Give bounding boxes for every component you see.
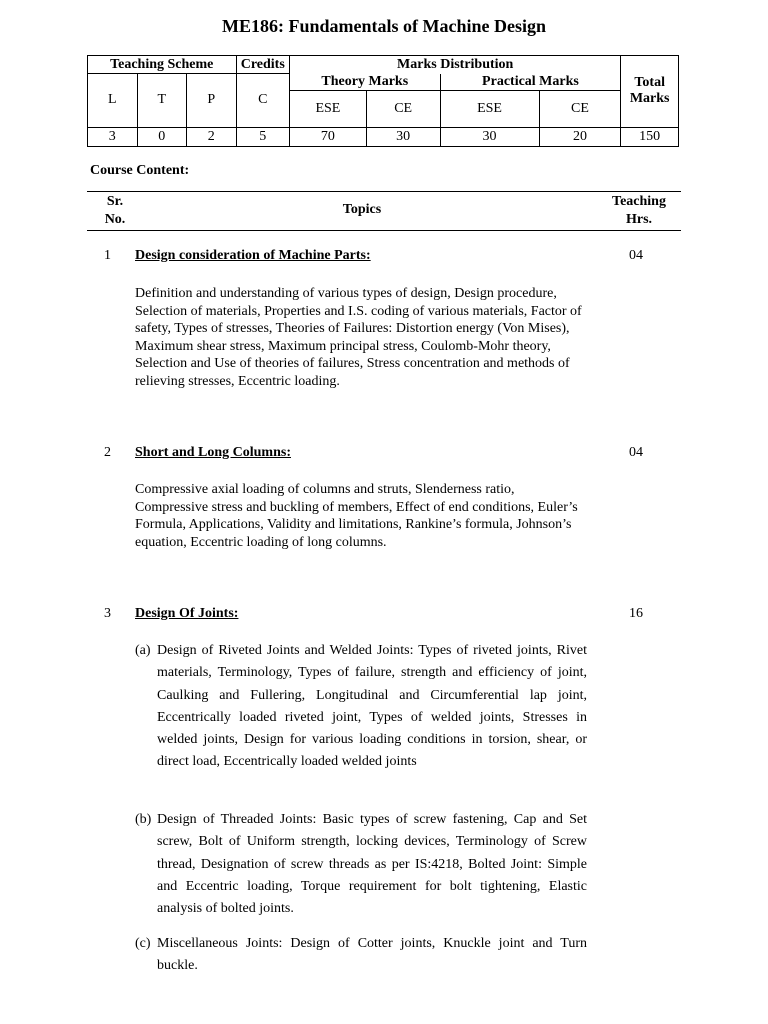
practical-ce-header: CE — [539, 90, 621, 127]
section-paragraph: Definition and understanding of various types of design, Design procedure, Selection of materials, Properties and I.S. coding of various materials, Factor of safety, Types of stresses, Theories of Failures: Distortion energy (Von Mises), Maximum shear stress, Maximum principal stress, Coulomb-Mohr theory, Selection and Use of theories of failures, Stress concentration and methods of relieving stresses, Eccentric loading. — [135, 286, 582, 389]
section-hours: 04 — [629, 445, 643, 460]
subsection-text: Miscellaneous Joints: Design of Cotter joints, Knuckle joint and Turn buckle. — [157, 936, 587, 974]
theory-ce-header: CE — [366, 90, 440, 127]
sr-no-header: Sr. No. — [104, 194, 126, 227]
subsection-text: Design of Riveted Joints and Welded Joints: Types of riveted joints, Rivet materials, Terminology, Types of failure, strength and efficiency of joint, Caulking and Fullering, Longitudinal and Circumferential lap joint, Eccentrically loaded riveted joint, Types of welded joints, Stresses in welded joints, Design for various loading conditions in torsion, shear, or direct load, Eccentrically loaded welded joints — [157, 643, 587, 770]
section-title: Design consideration of Machine Parts: — [135, 248, 371, 263]
subsection-text: Design of Threaded Joints: Basic types of screw fastening, Cap and Set screw, Bolt of Uniform strength, locking devices, Terminology of Screw thread, Designation of screw threads as per IS:4218, Bolted Joint: Simple and Eccentric loading, Torque requirement for bolt tightening, Elastic analysis of bolted joints. — [157, 812, 587, 917]
sub-header-l: L — [88, 74, 138, 128]
subsection — [135, 933, 587, 978]
theory-marks-header: Theory Marks — [290, 74, 441, 91]
practical-marks-header: Practical Marks — [440, 74, 621, 91]
subsection — [135, 640, 587, 774]
value-theory-ese: 70 — [290, 127, 367, 146]
value-t: 0 — [137, 127, 187, 146]
subsection-label: (a) — [135, 643, 151, 658]
value-theory-ce: 30 — [366, 127, 440, 146]
value-total-marks: 150 — [621, 127, 679, 146]
section-paragraph: Compressive axial loading of columns and struts, Slenderness ratio, Compressive stress and buckling of members, Effect of end conditions, Euler’s Formula, Applications, Validity and limitations, Rankine’s formula, Johnson’s equation, Eccentric loading of long columns. — [135, 482, 578, 550]
section-title: Design Of Joints: — [135, 606, 239, 621]
value-practical-ese: 30 — [440, 127, 539, 146]
sub-header-t: T — [137, 74, 187, 128]
topics-header: Topics — [342, 202, 382, 217]
practical-ese-header: ESE — [440, 90, 539, 127]
subsection-label: (b) — [135, 812, 152, 827]
section-title: Short and Long Columns: — [135, 445, 291, 460]
marks-distribution-header: Marks Distribution — [290, 56, 621, 74]
teaching-scheme-header: Teaching Scheme — [88, 56, 237, 74]
teaching-hrs-header: Teaching Hrs. — [612, 194, 666, 227]
credits-header: Credits — [236, 56, 290, 74]
theory-ese-header: ESE — [290, 90, 367, 127]
section-hours: 16 — [629, 606, 643, 621]
sub-header-c: C — [236, 74, 290, 128]
value-p: 2 — [187, 127, 237, 146]
teaching-scheme-table — [87, 55, 679, 147]
total-marks-header: Total Marks — [621, 56, 679, 128]
value-c: 5 — [236, 127, 290, 146]
topics-table-header — [87, 191, 681, 231]
section-number: 3 — [104, 606, 111, 621]
value-l: 3 — [88, 127, 138, 146]
subsection — [135, 809, 587, 920]
value-practical-ce: 20 — [539, 127, 621, 146]
subsection-label: (c) — [135, 936, 151, 951]
section-hours: 04 — [629, 248, 643, 263]
section-number: 1 — [104, 248, 111, 263]
course-content-heading: Course Content: — [90, 163, 190, 178]
sub-header-p: P — [187, 74, 237, 128]
section-number: 2 — [104, 445, 111, 460]
page-title: ME186: Fundamentals of Machine Design — [222, 16, 546, 36]
